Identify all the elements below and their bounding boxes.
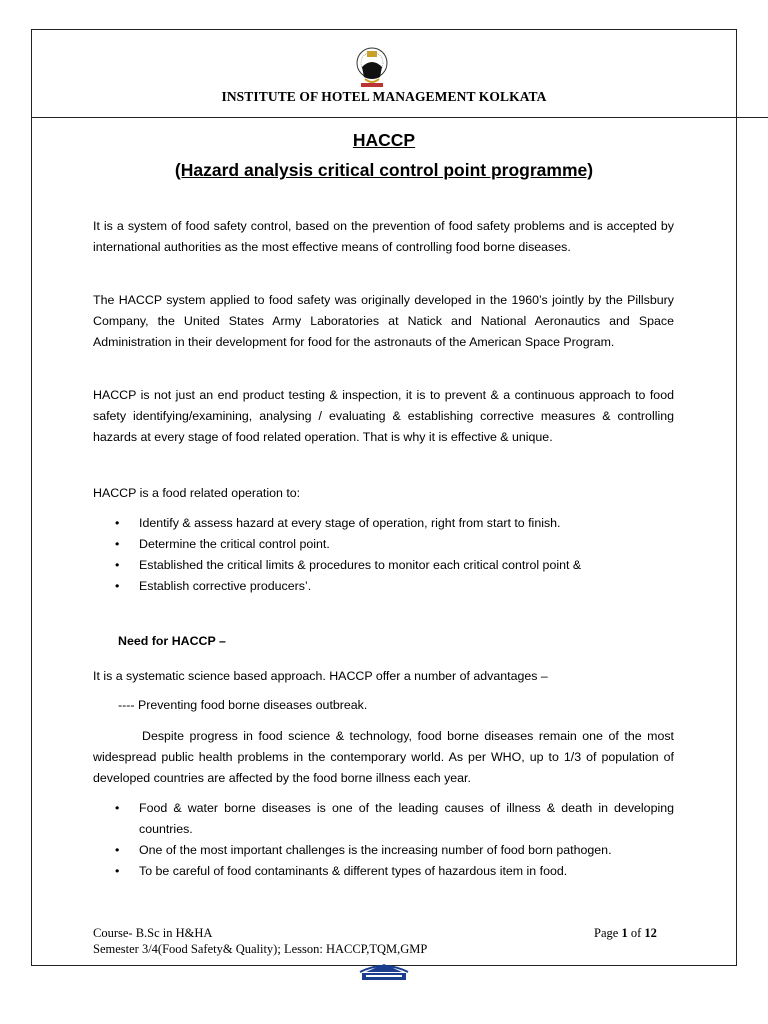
- paragraph-history: [93, 290, 674, 353]
- need-heading: Need for HACCP –: [118, 634, 226, 648]
- need-intro: [93, 666, 674, 687]
- institute-name: INSTITUTE OF HOTEL MANAGEMENT KOLKATA: [221, 89, 547, 104]
- bullet-icon: •: [115, 558, 120, 572]
- footer-page-number: [594, 926, 657, 941]
- nchmct-logo: [356, 960, 412, 982]
- page-total: 12: [644, 926, 657, 940]
- bullet-icon: •: [115, 801, 120, 815]
- bullet-icon: •: [115, 537, 120, 551]
- paragraph-text: The HACCP system applied to food safety was originally developed in the 1960’s jointly by the Pillsbury Company, the United States Army Laboratories at Natick and National Aeronautics and Space Administration in their development for food for the astronauts of the American Space Program.: [93, 293, 674, 349]
- operation-bullet-list: [93, 513, 674, 597]
- paragraph-approach: [93, 385, 674, 448]
- list-item: [93, 840, 674, 861]
- institute-emblem-logo: [347, 43, 397, 91]
- bullet-icon: •: [115, 864, 120, 878]
- bullet-icon: •: [115, 516, 120, 530]
- list-item: [93, 798, 674, 840]
- document-subtitle: (Hazard analysis critical control point programme): [174, 160, 594, 180]
- list-item-text: To be careful of food contaminants & different types of hazardous item in food.: [139, 864, 568, 878]
- list-item: [93, 555, 674, 576]
- footer-semester: Semester 3/4(Food Safety& Quality); Lesson: HACCP,TQM,GMP: [93, 942, 428, 956]
- footer-course: Course- B.Sc in H&HA: [93, 926, 213, 940]
- need-paragraph: [93, 726, 674, 789]
- page-current: 1: [621, 926, 628, 940]
- list-item: [93, 861, 674, 882]
- bullet-icon: •: [115, 579, 120, 593]
- bullet-icon: •: [115, 843, 120, 857]
- paragraph-text: HACCP is a food related operation to:: [93, 486, 301, 500]
- list-item-text: Establish corrective producers’.: [139, 579, 312, 593]
- list-item-text: Established the critical limits & procedures to monitor each critical control point &: [139, 558, 582, 572]
- list-item-text: Determine the critical control point.: [139, 537, 330, 551]
- document-title: HACCP: [352, 130, 416, 150]
- list-item-text: Food & water borne diseases is one of the leading causes of illness & death in developing countries.: [139, 801, 674, 836]
- need-bullet-list: [93, 798, 674, 882]
- paragraph-text: It is a systematic science based approach. HACCP offer a number of advantages –: [93, 669, 548, 683]
- list-item-text: One of the most important challenges is the increasing number of food born pathogen.: [139, 843, 612, 857]
- page-of-label: of: [630, 926, 642, 940]
- paragraph-text: ---- Preventing food borne diseases outbreak.: [118, 698, 368, 712]
- list-item: [93, 576, 674, 597]
- paragraph-text: HACCP is not just an end product testing & inspection, it is to prevent & a continuous approach to food safety identifying/examining, analysing / evaluating & establishing corrective measures & controlling hazards at every stage of food related operation. That is why it is effective & unique.: [93, 388, 674, 444]
- header-divider: [31, 117, 768, 118]
- list-item-text: Identify & assess hazard at every stage of operation, right from start to finish.: [139, 516, 561, 530]
- page-label: Page: [594, 926, 619, 940]
- list-item: [93, 534, 674, 555]
- paragraph-intro: [93, 216, 674, 258]
- list-item: [93, 513, 674, 534]
- paragraph-operation: [93, 483, 674, 504]
- need-sub-point: [118, 695, 674, 716]
- paragraph-text: Despite progress in food science & technology, food borne diseases remain one of the most widespread public health problems in the contemporary world. As per WHO, up to 1/3 of population of developed countries are affected by the food borne illness each year.: [93, 729, 674, 785]
- paragraph-text: It is a system of food safety control, based on the prevention of food safety problems and is accepted by international authorities as the most effective means of controlling food borne diseases.: [93, 219, 674, 254]
